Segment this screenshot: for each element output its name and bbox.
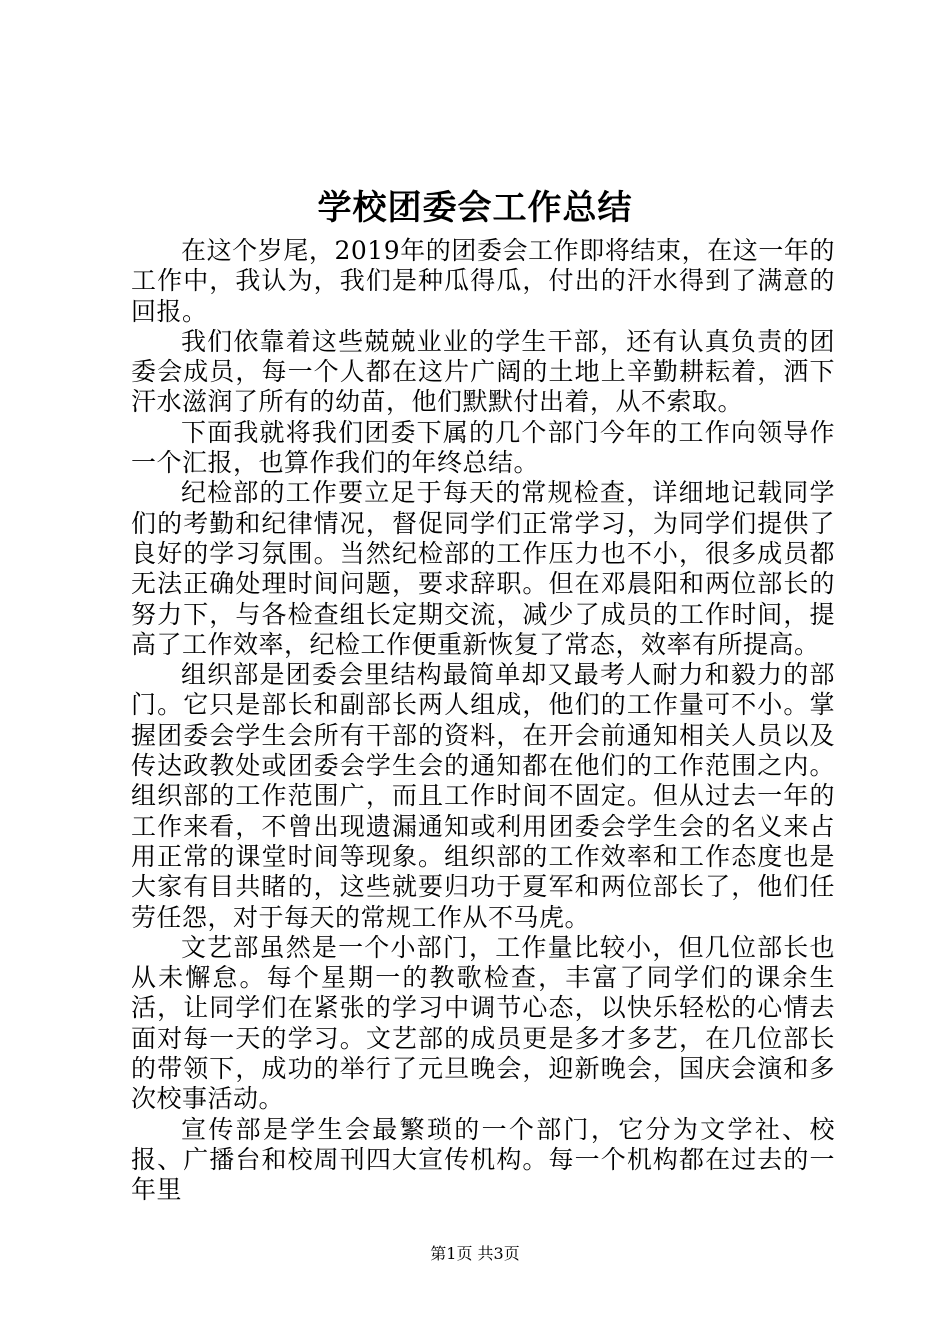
paragraph: 纪检部的工作要立足于每天的常规检查，详细地记载同学们的考勤和纪律情况，督促同学们正常学习，为同学们提供了良好的学习氛围。当然纪检部的工作压力也不小，很多成员都无法正确处理时间问题，要求辞职。但在邓晨阳和两位部长的努力下，与各检查组长定期交流，减少了成员的工作时间，提高了工作效率，纪检工作便重新恢复了常态，效率有所提高。 <box>131 478 835 659</box>
paragraph: 组织部是团委会里结构最简单却又最考人耐力和毅力的部门。它只是部长和副部长两人组成，他们的工作量可不小。掌握团委会学生会所有干部的资料，在开会前通知相关人员以及传达政教处或团委会学生会的通知都在他们的工作范围之内。组织部的工作范围广，而且工作时间不固定。但从过去一年的工作来看，不曾出现遗漏通知或利用团委会学生会的名义来占用正常的课堂时间等现象。组织部的工作效率和工作态度也是大家有目共睹的，这些就要归功于夏军和两位部长了，他们任劳任怨，对于每天的常规工作从不马虎。 <box>131 660 835 932</box>
paragraph: 下面我就将我们团委下属的几个部门今年的工作向领导作一个汇报，也算作我们的年终总结。 <box>131 417 835 478</box>
document-body <box>131 236 835 1206</box>
paragraph: 文艺部虽然是一个小部门，工作量比较小，但几位部长也从未懈怠。每个星期一的教歌检查，丰富了同学们的课余生活，让同学们在紧张的学习中调节心态，以快乐轻松的心情去面对每一天的学习。文艺部的成员更是多才多艺，在几位部长的带领下，成功的举行了元旦晚会，迎新晚会，国庆会演和多次校事活动。 <box>131 932 835 1114</box>
paragraph: 我们依靠着这些兢兢业业的学生干部，还有认真负责的团委会成员，每一个人都在这片广阔的土地上辛勤耕耘着，洒下汗水滋润了所有的幼苗，他们默默付出着，从不索取。 <box>131 326 835 417</box>
document-title: 学校团委会工作总结 <box>317 188 633 228</box>
paragraph: 宣传部是学生会最繁琐的一个部门，它分为文学社、校报、广播台和校周刊四大宣传机构。每一个机构都在过去的一年里 <box>131 1114 835 1205</box>
page-number-footer: 第1页 共3页 <box>430 1244 520 1263</box>
paragraph: 在这个岁尾，2019年的团委会工作即将结束，在这一年的工作中，我认为，我们是种瓜得瓜，付出的汗水得到了满意的回报。 <box>131 236 835 326</box>
